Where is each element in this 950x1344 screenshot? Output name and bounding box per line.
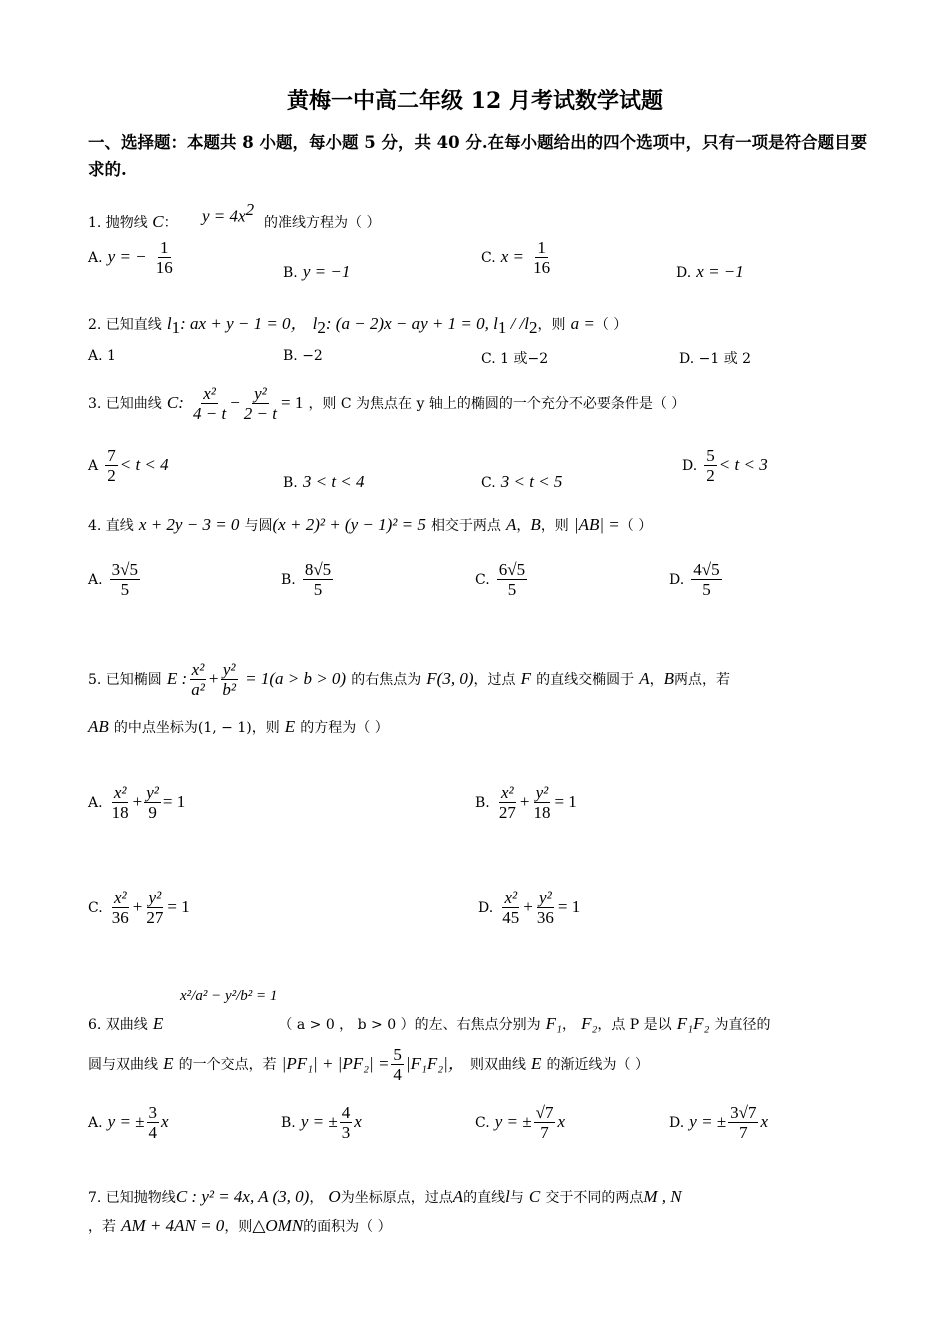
q3-option-d[interactable]: D. $\frac{5}{2}$ < t < 3 (682, 446, 768, 485)
q3-option-b[interactable]: B. 3 < t < 4 (283, 472, 365, 491)
q2-option-c[interactable]: C. 1 或−2 (481, 351, 549, 367)
q1-c-fraction: $\frac{1}{16}$ (533, 238, 551, 277)
q2-option-b[interactable]: B. −2 (283, 348, 323, 364)
q3-option-c[interactable]: C. 3 < t < 5 (481, 472, 563, 491)
q1-equation: $y = 4x^2$ (202, 200, 255, 226)
q6-equation: x²/a² − y²/b² = 1 (180, 988, 278, 1004)
q7-stem-line1: 7. 已知抛物线C : y² = 4x, A (3, 0)， O为坐标原点，过点A的直线l与 C 交于不同的两点M , N (88, 1187, 682, 1206)
q5-stem-line2: AB 的中点坐标为(1, − 1)，则 E 的方程为（ ） (88, 717, 389, 736)
q5-option-a[interactable]: A. $\frac{\text{x²}}{18}$ + $\frac{\text{y²}}{9}$ = 1 (88, 783, 186, 822)
q1-prefix: 1. 抛物线 (88, 215, 148, 231)
q4-option-b[interactable]: B. $\frac{8√5}{5}$ (281, 560, 332, 599)
q1-curve: C (152, 212, 164, 231)
q6-option-c[interactable]: C. y = ± $\frac{√7}{7}$ x (475, 1103, 566, 1142)
q4-stem: 4. 直线 x + 2y − 3 = 0 与圆(x + 2)² + (y − 1)² = 5 相交于两点 A，B，则 |AB| =（ ） (88, 515, 653, 534)
q5-option-d[interactable]: D. $\frac{\text{x²}}{45}$ + $\frac{\text{y²}}{36}$ = 1 (478, 888, 581, 927)
q1-option-c[interactable]: C. x = $\frac{1}{16}$ (481, 238, 551, 277)
q6-option-a[interactable]: A. y = ± $\frac{3}{4}$ x (88, 1103, 169, 1142)
q4-option-c[interactable]: C. $\frac{6√5}{5}$ (475, 560, 526, 599)
q5-option-b[interactable]: B. $\frac{\text{x²}}{27}$ + $\frac{\text{y²}}{18}$ = 1 (475, 783, 577, 822)
page-title: 黄梅一中高二年级 12 月考试数学试题 (287, 88, 663, 114)
q7-stem-line2: ，若 AM + 4AN = 0，则△OMN的面积为（ ） (88, 1216, 392, 1235)
q2-option-d[interactable]: D. −1 或 2 (679, 351, 752, 367)
q6-stem-line1: 6. 双曲线 E （ a > 0 ， b > 0 ）的左、右焦点分别为 F₁， F₂，点 P 是以 F₁F₂ 为直径的 (88, 1014, 771, 1033)
q3-stem: 3. 已知曲线 C: $\frac{\text{x²}}{4 - t}$ − $\frac{\text{y²}}{2 - t}$ = 1 ，则 C 为焦点在 y 轴上的椭圆的一个充分不必要条件是（ ） (88, 384, 686, 423)
q2-stem: 2. 已知直线 $l_1$: ax + y − 1 = 0， $l_2$: (a − 2)x − ay + 1 = 0, $l_1 / /l_2$，则 a =（ ） (88, 314, 628, 338)
q1-option-d[interactable]: D. x = −1 (676, 262, 744, 281)
section-heading: 一、选择题：本题共 8 小题，每小题 5 分，共 40 分.在每小题给出的四个选项中，只有一项是符合题目要求的. (88, 133, 868, 179)
q1-suffix: 的准线方程为（ ） (264, 215, 381, 231)
q4-option-d[interactable]: D. $\frac{4√5}{5}$ (669, 560, 720, 599)
q6-option-d[interactable]: D. y = ± $\frac{3√7}{7}$ x (669, 1103, 769, 1142)
q1-option-b[interactable]: B. y = −1 (283, 262, 351, 281)
q5-stem-line1: 5. 已知椭圆 E : $\frac{\text{x²}}{\text{a²}}$ + $\frac{\text{y²}}{\text{b²}}$ = 1(a > b > 0) 的右焦点为 F(3, 0)，过点 F 的直线交椭圆于 A，B两点，若 (88, 660, 730, 699)
q1-option-a[interactable]: A. y = − $\frac{1}{16}$ (88, 238, 173, 277)
q5-option-c[interactable]: C. $\frac{\text{x²}}{36}$ + $\frac{\text{y²}}{27}$ = 1 (88, 888, 190, 927)
q6-option-b[interactable]: B. y = ± $\frac{4}{3}$ x (281, 1103, 362, 1142)
q1-colon: ： (163, 215, 178, 231)
q2-option-a[interactable]: A. 1 (88, 348, 116, 364)
q3-option-a[interactable]: A $\frac{7}{2}$ < t < 4 (88, 446, 169, 485)
q6-stem-line2: 圆与双曲线 E 的一个交点，若 |PF₁| + |PF₂| = $\frac{5}{4}$ |F₁F₂|， 则双曲线 E 的渐近线为（ ） (88, 1045, 649, 1084)
q1-a-fraction: $\frac{1}{16}$ (155, 238, 173, 277)
q4-option-a[interactable]: A. $\frac{3√5}{5}$ (88, 560, 138, 599)
